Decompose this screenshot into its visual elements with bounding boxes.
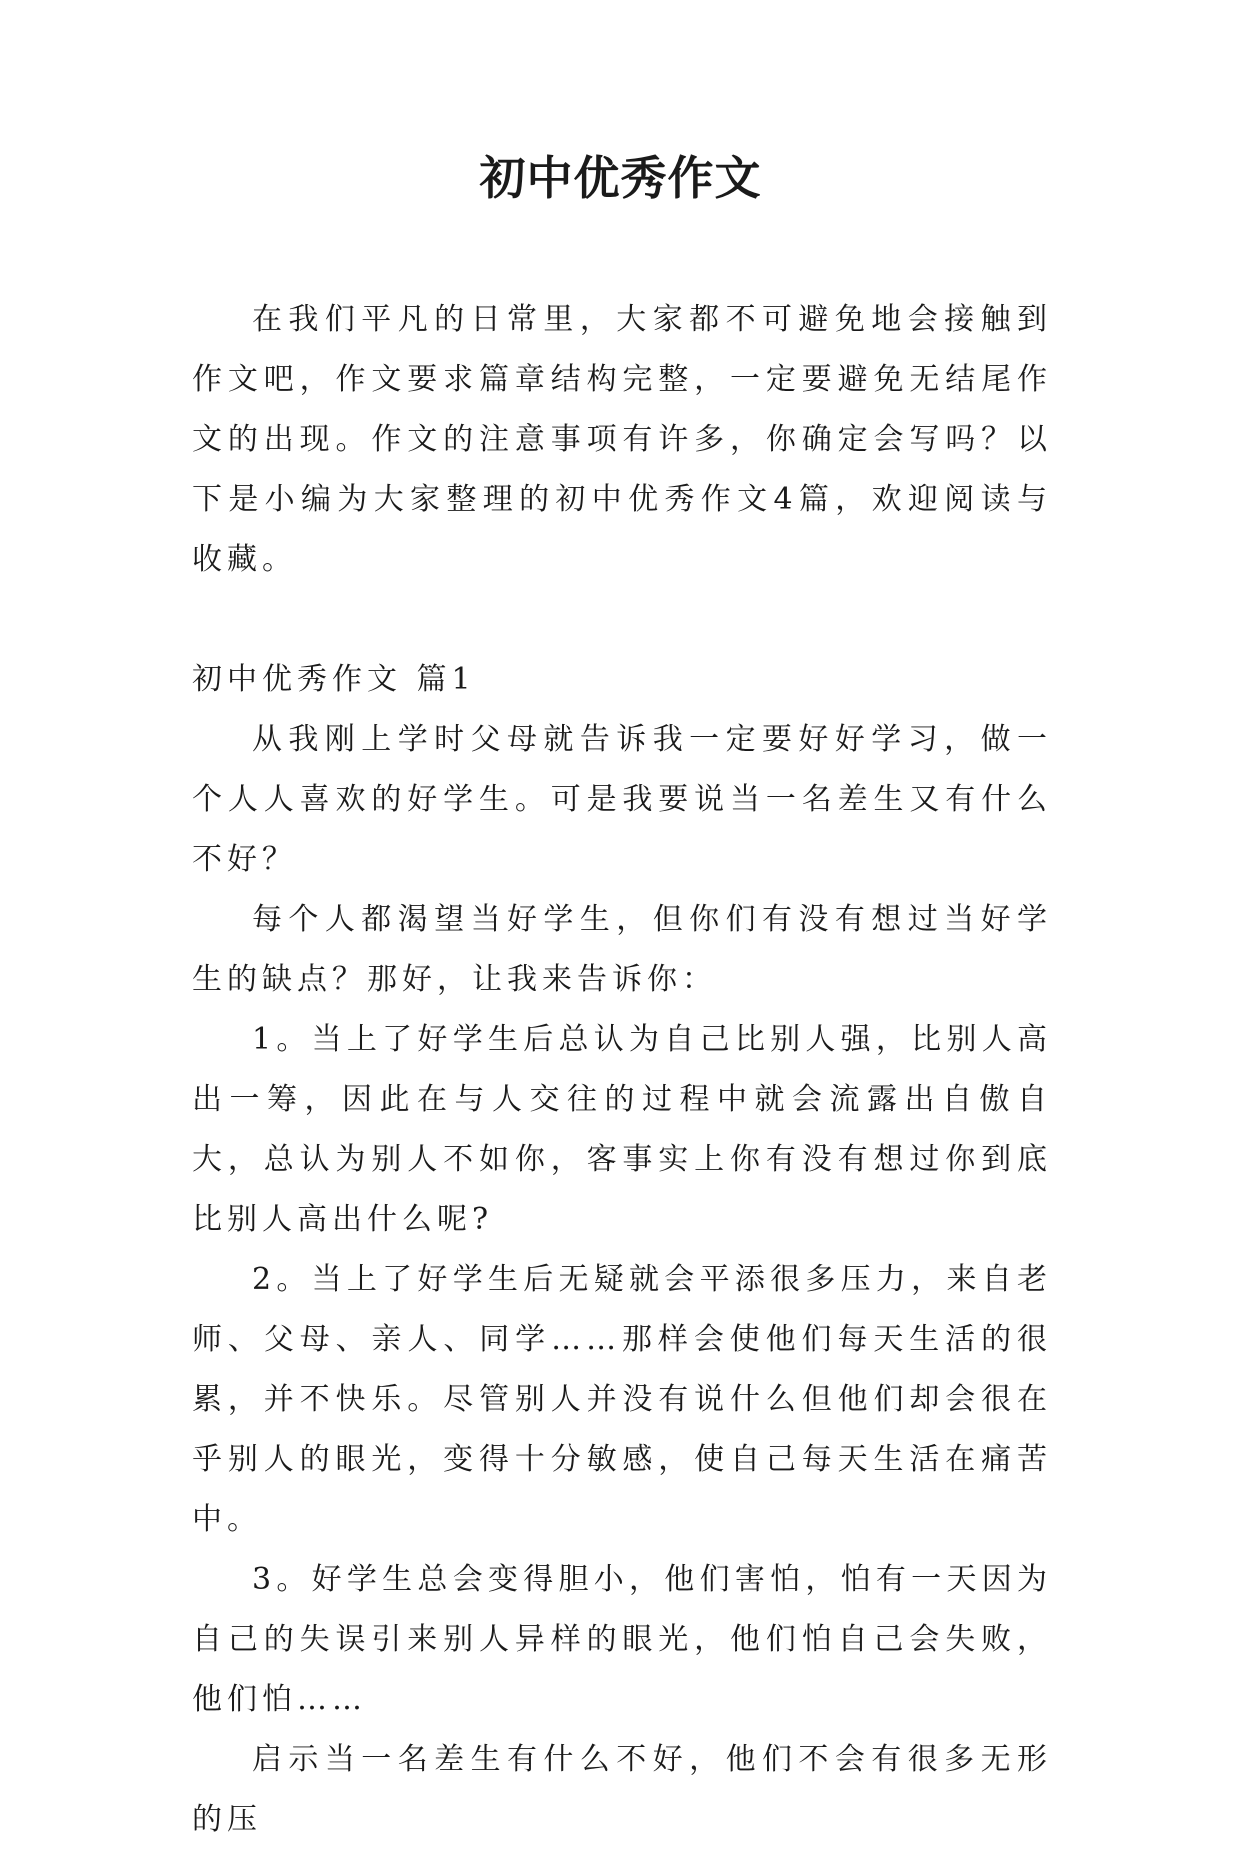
intro-paragraph: 在我们平凡的日常里，大家都不可避免地会接触到作文吧，作文要求篇章结构完整，一定要避免无结尾作文的出现。作文的注意事项有许多，你确定会写吗？以下是小编为大家整理的初中优秀作文4篇，欢迎阅读与收藏。	[192, 302, 1052, 577]
body-paragraph-1: 从我刚上学时父母就告诉我一定要好好学习，做一个人人喜欢的好学生。可是我要说当一名差生又有什么不好？	[192, 722, 1052, 877]
body-paragraph-4: 2。当上了好学生后无疑就会平添很多压力，来自老师、父母、亲人、同学……那样会使他们每天生活的很累，并不快乐。尽管别人并没有说什么但他们却会很在乎别人的眼光，变得十分敏感，使自己每天生活在痛苦中。	[192, 1262, 1052, 1537]
document-title: 初中优秀作文	[479, 151, 762, 205]
document-body	[192, 290, 1052, 1850]
paragraph-gap	[192, 590, 1052, 650]
body-paragraph-2: 每个人都渴望当好学生，但你们有没有想过当好学生的缺点？那好，让我来告诉你：	[192, 902, 1052, 997]
body-paragraph-3: 1。当上了好学生后总认为自己比别人强，比别人高出一筹，因此在与人交往的过程中就会流露出自傲自大，总认为别人不如你，客事实上你有没有想过你到底比别人高出什么呢?	[192, 1022, 1052, 1237]
section-heading: 初中优秀作文 篇1	[192, 662, 476, 697]
body-paragraph-6: 启示当一名差生有什么不好，他们不会有很多无形的压	[192, 1742, 1052, 1837]
body-paragraph-5: 3。好学生总会变得胆小，他们害怕，怕有一天因为自己的失误引来别人异样的眼光，他们怕自己会失败，他们怕……	[192, 1562, 1052, 1717]
